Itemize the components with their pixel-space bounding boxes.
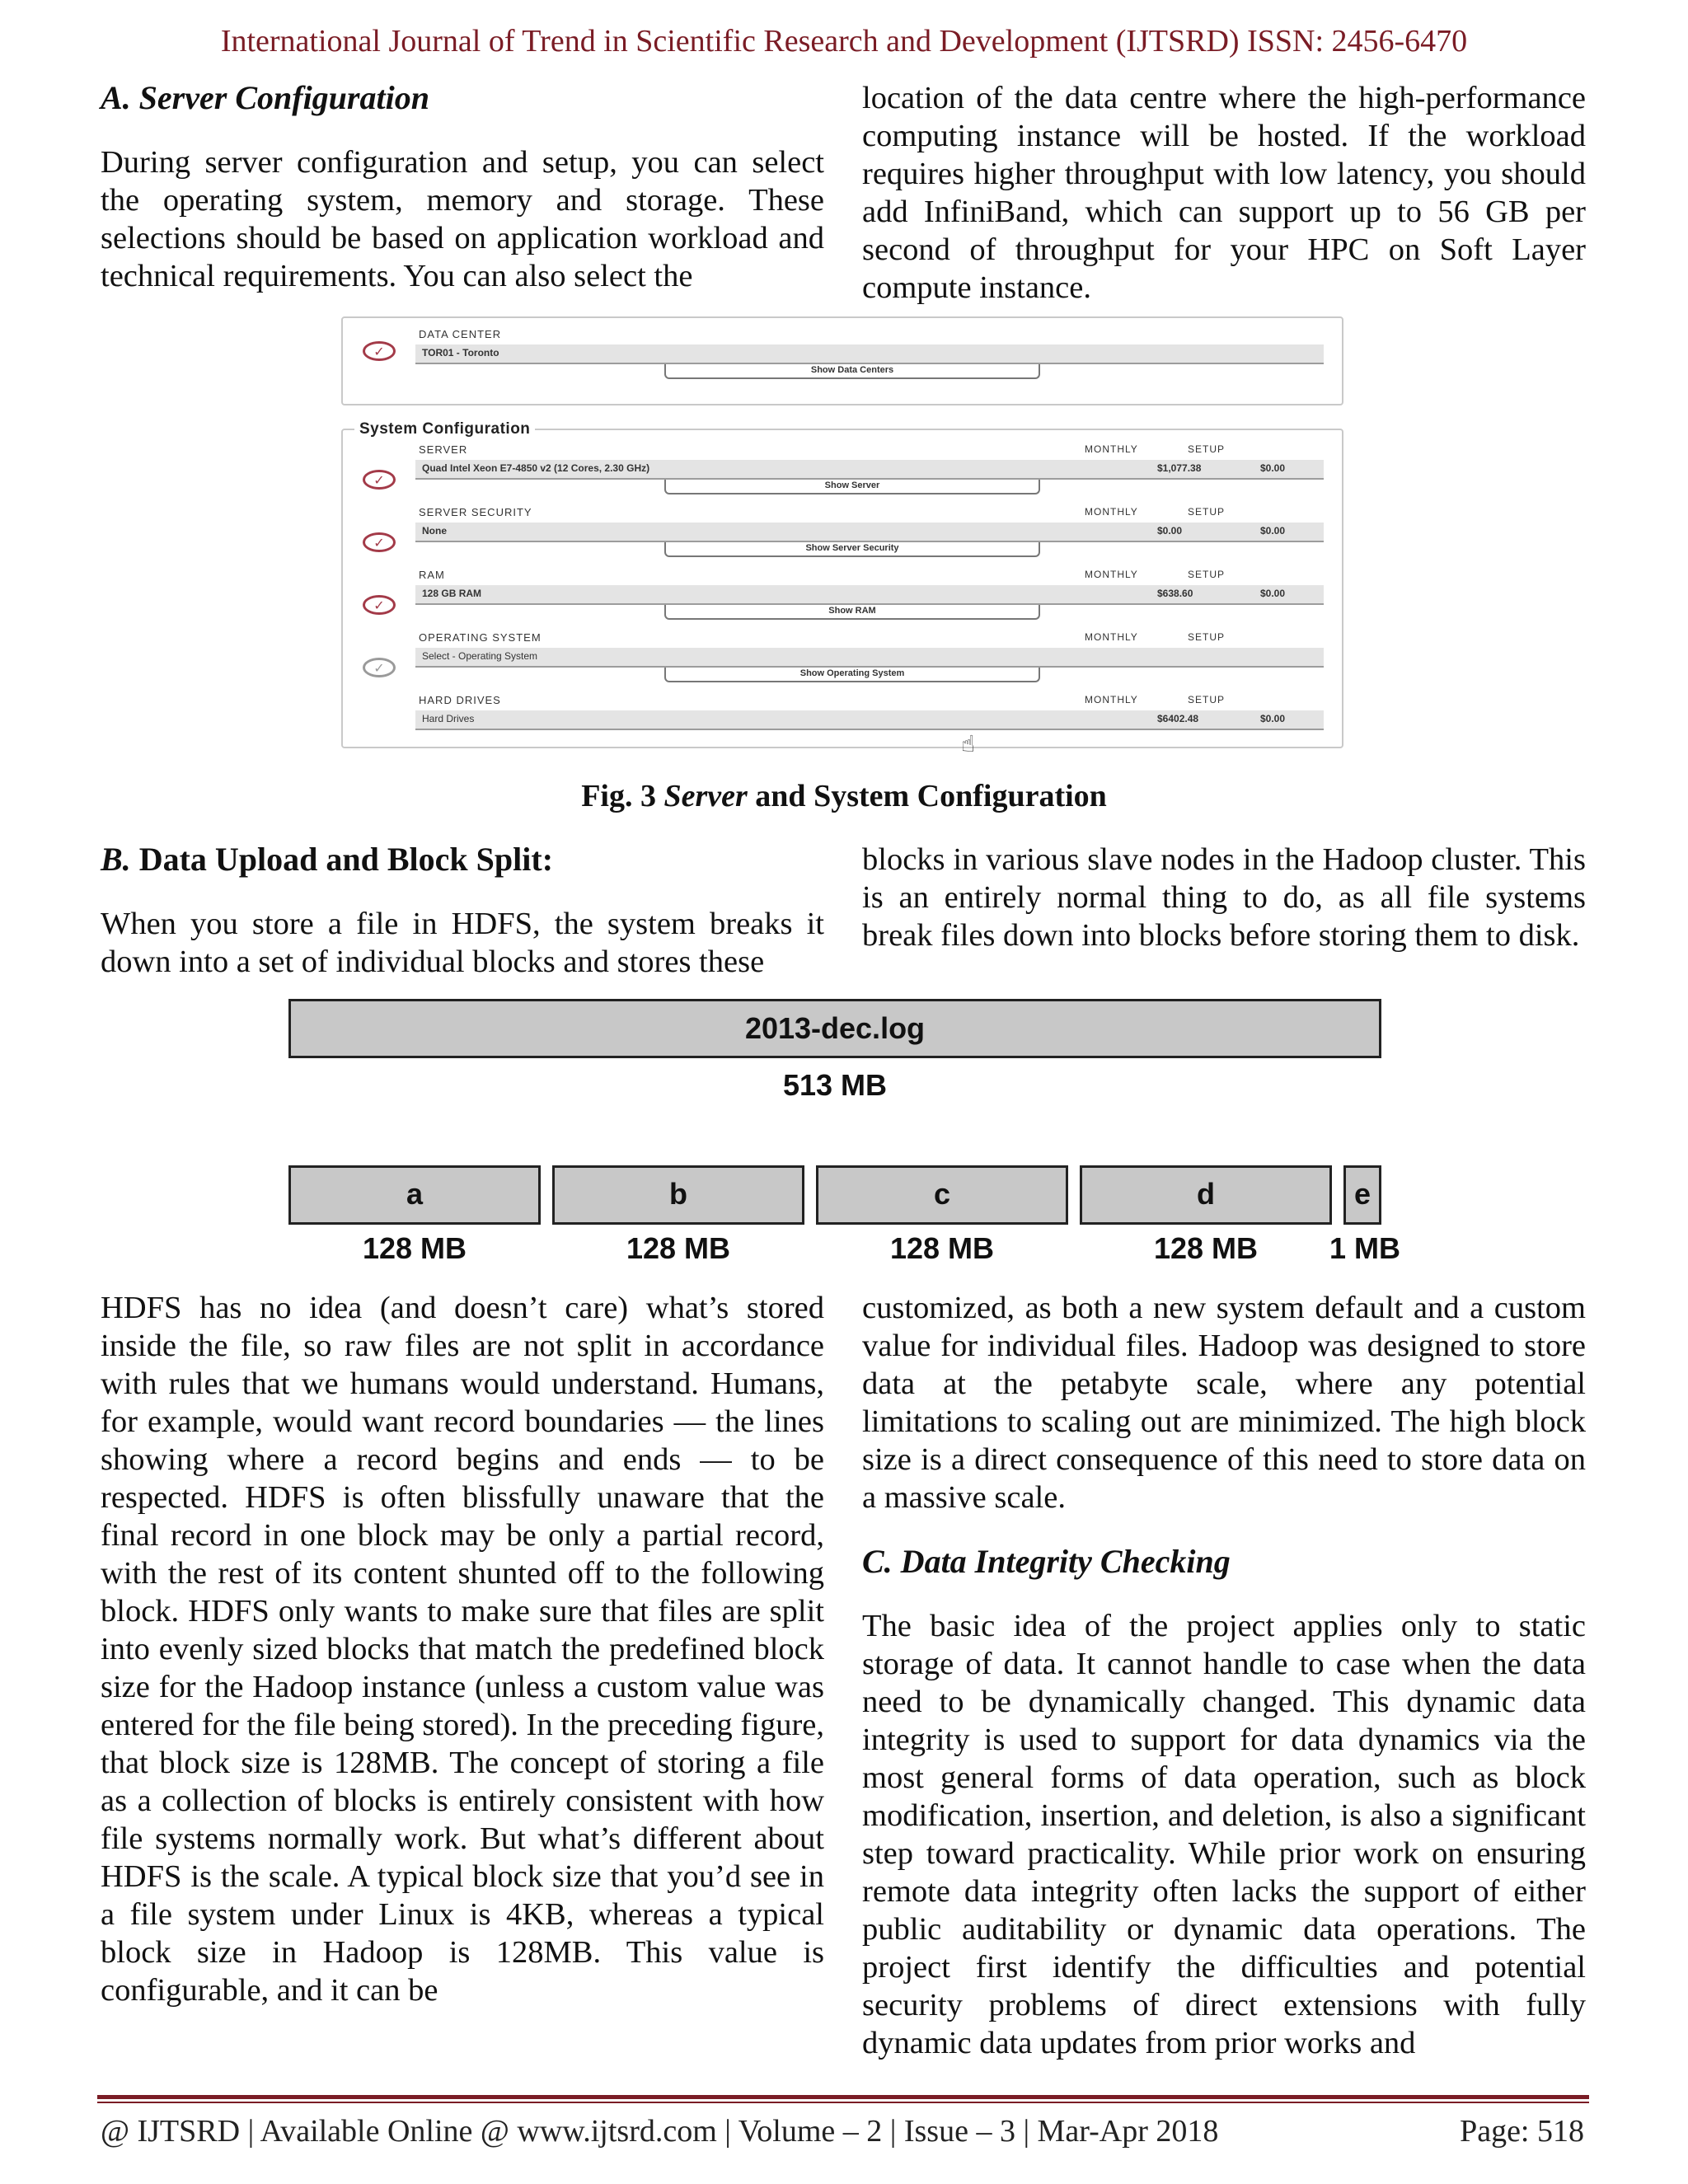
figure-3-caption: Fig. 3 Server and System Configuration	[581, 779, 1107, 813]
show-server-button[interactable]: Show Server	[664, 480, 1040, 494]
config-row-value: None	[422, 525, 447, 537]
body-paragraph-left: HDFS has no idea (and doesn’t care) what’s stored inside the file, so raw files are not split in accordance with rules that we humans would understand. Humans, for example, would want record boundaries — the lines showing where a record begins and ends — to be respected. HDFS is often blissfully unaware that the final record in one block may be only a partial record, with the rest of its content shunted off to the following block. HDFS only wants to make sure that files are split into evenly sized blocks that match the predefined block size for the Hadoop instance (unless a custom value was entered for the file being stored). In the preceding figure, that block size is 128MB. The concept of storing a file as a collection of blocks is entirely consistent with how file systems normally work. But what’s different about HDFS is the scale. A typical block size that you’d see in a file system under Linux is 4KB, whereas a typical block size in Hadoop is 128MB. This value is configurable, and it can be	[101, 1291, 824, 2008]
block-size-label: 1 MB	[1329, 1231, 1400, 1265]
config-row-label: SERVER	[419, 443, 468, 456]
hand-pointer-icon: ☝	[961, 731, 976, 757]
block-c: c	[816, 1165, 1068, 1225]
body-paragraph-right: customized, as both a new system default and a custom value for individual files. Hadoop was designed to store data at the petabyte scale, where any potential limitations to scaling out are minimized. The high block size is a direct consequence of this need to store data on a massive scale.	[862, 1291, 1586, 1515]
hdfs-block-split-diagram	[288, 999, 1409, 1279]
config-row-monthly: $6402.48	[1157, 713, 1199, 724]
section-a-right	[862, 79, 1586, 307]
config-row-label: OPERATING SYSTEM	[419, 631, 542, 644]
data-center-panel	[341, 316, 1343, 405]
page-number: Page: 518	[1460, 2114, 1584, 2149]
config-row-setup: $0.00	[1260, 713, 1286, 724]
block-size-label: 128 MB	[362, 1231, 467, 1265]
page-footer	[101, 2113, 1584, 2149]
block-size-label: 128 MB	[626, 1231, 731, 1265]
config-row-value: Select - Operating System	[422, 650, 538, 662]
hard-drives-select[interactable]	[415, 710, 1324, 730]
config-row-value: Hard Drives	[422, 713, 475, 724]
section-b-right	[862, 841, 1586, 954]
body-right-column	[862, 1289, 1586, 2062]
config-row-setup: $0.00	[1260, 462, 1286, 474]
section-a-left	[101, 79, 824, 295]
monthly-header: MONTHLY	[1085, 443, 1138, 455]
config-row-value: 128 GB RAM	[422, 588, 482, 599]
check-circle-icon: ✓	[363, 470, 396, 490]
data-center-label: DATA CENTER	[419, 328, 502, 340]
config-row-monthly: $1,077.38	[1157, 462, 1202, 474]
config-row-setup: $0.00	[1260, 588, 1286, 599]
monthly-header: MONTHLY	[1085, 506, 1138, 518]
section-c-paragraph: The basic idea of the project applies only to static storage of data. It cannot handle to case when the data need to be dynamically changed. This dynamic data integrity is used to support for data dynamics via the most general forms of data operation, such as block modification, insertion, and deletion, is also a significant step toward practicality. While prior work on ensuring remote data integrity often lacks the support of either public auditability or dynamic data operations. The project first identify the difficulties and potential security problems of direct extensions with fully dynamic data updates from prior works and	[862, 1609, 1586, 2060]
block-e: e	[1343, 1165, 1381, 1225]
check-circle-icon: ✓	[363, 595, 396, 615]
server-configuration-figure	[341, 316, 1343, 757]
monthly-header: MONTHLY	[1085, 694, 1138, 705]
system-configuration-panel	[341, 420, 1343, 757]
body-left-column	[101, 1289, 824, 2009]
section-a-heading: A. Server Configuration	[101, 79, 429, 116]
show-ram-button[interactable]: Show RAM	[664, 605, 1040, 620]
block-size-label: 128 MB	[1153, 1231, 1259, 1265]
check-circle-icon: ✓	[363, 532, 396, 552]
show-server-security-button[interactable]: Show Server Security	[664, 542, 1040, 557]
section-b-left	[101, 841, 824, 981]
config-row-server-security	[343, 501, 1342, 564]
section-b-heading: B. Data Upload and Block Split:	[101, 841, 554, 878]
config-row-setup: $0.00	[1260, 525, 1286, 537]
block-d: d	[1080, 1165, 1332, 1225]
config-row-hard-drives	[343, 689, 1342, 752]
show-data-centers-button[interactable]: Show Data Centers	[664, 364, 1040, 379]
block-b: b	[552, 1165, 804, 1225]
block-size-label: 128 MB	[889, 1231, 995, 1265]
file-box: 2013-dec.log	[288, 999, 1381, 1058]
config-row-monthly: $0.00	[1157, 525, 1183, 537]
setup-header: SETUP	[1188, 631, 1226, 643]
footer-info: @ IJTSRD | Available Online @ www.ijtsrd.com | Volume – 2 | Issue – 3 | Mar-Apr 2018	[101, 2114, 1219, 2149]
section-b-paragraph-right: blocks in various slave nodes in the Hadoop cluster. This is an entirely normal thing to do, as all file systems break files down into blocks before storing them to disk.	[862, 842, 1586, 953]
section-c-heading: C. Data Integrity Checking	[862, 1543, 1231, 1580]
setup-header: SETUP	[1188, 506, 1226, 518]
config-row-monthly: $638.60	[1157, 588, 1193, 599]
journal-header: International Journal of Trend in Scientific Research and Development (IJTSRD) ISSN: 2456-6470	[220, 24, 1468, 59]
operating-system-select[interactable]	[415, 648, 1324, 668]
data-center-value: TOR01 - Toronto	[422, 347, 499, 359]
config-row-value: Quad Intel Xeon E7-4850 v2 (12 Cores, 2.30 GHz)	[422, 462, 650, 474]
setup-header: SETUP	[1188, 443, 1226, 455]
config-row-label: SERVER SECURITY	[419, 506, 532, 518]
section-a-paragraph-left: During server configuration and setup, you can select the operating system, memory and storage. These selections should be based on application workload and technical requirements. You can also select the	[101, 145, 824, 293]
setup-header: SETUP	[1188, 569, 1226, 580]
data-center-select[interactable]	[415, 344, 1324, 364]
check-circle-icon: ✓	[363, 658, 396, 677]
monthly-header: MONTHLY	[1085, 631, 1138, 643]
setup-header: SETUP	[1188, 694, 1226, 705]
check-circle-icon: ✓	[363, 341, 396, 361]
config-row-ram	[343, 564, 1342, 626]
ram-select[interactable]	[415, 585, 1324, 605]
system-configuration-title: System Configuration	[354, 420, 535, 438]
show-operating-system-button[interactable]: Show Operating System	[664, 668, 1040, 682]
server-select[interactable]	[415, 460, 1324, 480]
config-row-operating-system	[343, 626, 1342, 689]
config-row-label: HARD DRIVES	[419, 694, 501, 706]
section-b-paragraph-left: When you store a file in HDFS, the system breaks it down into a set of individual blocks and stores these	[101, 907, 824, 979]
block-a: a	[288, 1165, 541, 1225]
file-size-label: 513 MB	[782, 1068, 888, 1102]
monthly-header: MONTHLY	[1085, 569, 1138, 580]
config-row-label: RAM	[419, 569, 445, 581]
footer-rule-thin	[97, 2102, 1589, 2103]
footer-rule	[97, 2095, 1589, 2099]
section-a-paragraph-right: location of the data centre where the high-performance computing instance will be hosted. If the workload requires higher throughput with low latency, you should add InfiniBand, which can support up to 56 GB per second of throughput for your HPC on Soft Layer compute instance.	[862, 81, 1586, 305]
config-row-server	[343, 438, 1342, 501]
server-security-select[interactable]	[415, 523, 1324, 542]
